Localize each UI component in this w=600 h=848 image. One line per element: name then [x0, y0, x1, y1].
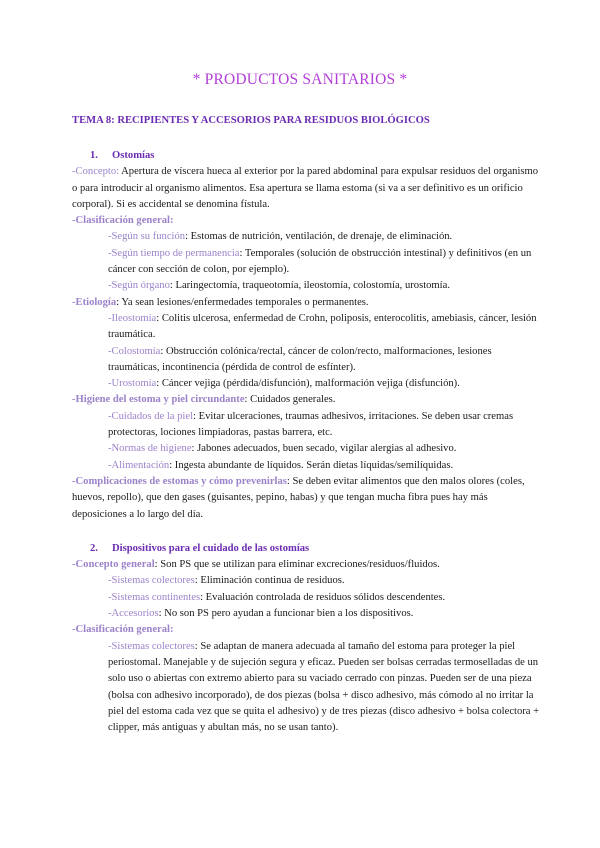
s1-complicaciones-label: -Complicaciones de estomas y cómo prevenirlas: [72, 475, 287, 487]
document-body: [72, 148, 542, 736]
s1-complicaciones-text: : Se deben evitar alimentos que den malos olores (coles, huevos, repollo), que den gases (guisantes, pepino, habas) y que tengan mucha fibra pues hay más deposiciones a lo largo del día.: [72, 475, 525, 520]
section-2-number: 2.: [90, 542, 98, 554]
topic-heading: TEMA 8: RECIPIENTES Y ACCESORIOS PARA RESIDUOS BIOLÓGICOS: [72, 115, 430, 126]
s1-clasif-item: [72, 246, 542, 279]
s2-concepto-item-label: -Sistemas continentes: [108, 591, 201, 603]
s2-concepto-text: : Son PS que se utilizan para eliminar excreciones/residuos/fluidos.: [154, 559, 440, 571]
s1-clasif-item-text: : Estomas de nutrición, ventilación, de drenaje, de eliminación.: [185, 231, 453, 243]
section-1-heading: [72, 148, 542, 164]
s2-clasificacion: [72, 622, 542, 638]
s2-concepto: [72, 557, 542, 573]
s1-higiene-item-text: : Ingesta abundante de líquidos. Serán dietas líquidas/semilíquidas.: [169, 459, 454, 471]
s1-etiologia-item-label: -Ileostomía: [108, 312, 157, 324]
s2-concepto-item-label: -Accesorios: [108, 608, 159, 620]
s1-clasificacion-label: -Clasificación general:: [72, 215, 174, 227]
s1-etiologia-item: [72, 311, 542, 344]
s2-clasif-item-text: : Se adaptan de manera adecuada al tamaño del estoma para proteger la piel periostomal. Manejable y de sujeción segura y eficaz. Pueden ser bolsas cerradas termoselladas de un solo uso o abiertas con extremo abierto para su vaciado cerrado con pinzas. Pueden ser de una pieza (bolsa con adhesivo incorporado), de dos piezas (bolsa + disco adhesivo, más cómodo al no irritar la piel del estoma cada vez que se quita el adhesivo) y de tres piezas (disco adhesivo + bolsa colectora + clipper, más antiguas y abultan más, no se usan tanto).: [108, 640, 540, 734]
s1-clasif-item-text: : Laringectomía, traqueotomía, ileostomía, colostomía, urostomía.: [169, 280, 450, 292]
s1-clasif-item-label: -Según su función: [108, 231, 186, 243]
s2-concepto-item-text: : Evaluación controlada de residuos sólidos descendentes.: [200, 591, 446, 603]
s1-higiene-item-label: -Alimentación: [108, 459, 170, 471]
s2-concepto-item-label: -Sistemas colectores: [108, 575, 195, 587]
page-title: * PRODUCTOS SANITARIOS *: [192, 71, 408, 88]
s1-clasif-item-label: -Según tiempo de permanencia: [108, 247, 240, 259]
s1-concepto-text: Apertura de víscera hueca al exterior por la pared abdominal para expulsar residuos del organismo o para introducir al organismo alimentos. Esa apertura se llama estoma (si va a ser definitivo es un orificio corporal). Si es accidental se denomina fístula.: [72, 166, 539, 210]
section-1-title: Ostomías: [112, 150, 155, 161]
s1-higiene-item: [72, 409, 542, 442]
s1-higiene-item: [72, 441, 542, 457]
s2-clasificacion-label: -Clasificación general:: [72, 624, 174, 636]
s1-complicaciones: [72, 474, 542, 523]
s1-clasif-item-text: : Temporales (solución de obstrucción intestinal) y definitivos (en un cáncer con sección de colon, por ejemplo).: [108, 247, 532, 276]
s1-concepto: [72, 164, 542, 213]
s1-etiologia-item-label: -Colostomía: [108, 345, 161, 357]
s1-clasif-item: [72, 229, 542, 245]
s1-higiene-item-label: -Normas de higiene: [108, 443, 192, 455]
s1-etiologia-item-text: : Obstrucción colónica/rectal, cáncer de colon/recto, malformaciones, lesiones traumáticas, incontinencia (pérdida de control de esfínter).: [108, 345, 492, 373]
s1-etiologia-item: [72, 344, 542, 377]
s1-etiologia-item: [72, 376, 542, 392]
s1-higiene-item-text: : Jabones adecuados, buen secado, vigilar alergias al adhesivo.: [191, 443, 457, 455]
section-2-title: Dispositivos para el cuidado de las ostomías: [112, 542, 310, 554]
s2-concepto-item-text: : Eliminación continua de residuos.: [194, 575, 345, 587]
s1-higiene-text: : Cuidados generales.: [244, 394, 336, 406]
s1-etiologia-item-text: : Colitis ulcerosa, enfermedad de Crohn, poliposis, enterocolitis, amebiasis, cáncer, lesión traumática.: [108, 312, 537, 341]
section-2-heading: [72, 541, 542, 557]
s1-higiene: [72, 392, 542, 408]
s1-clasif-item-label: -Según órgano: [108, 280, 170, 292]
s2-concepto-item: [72, 590, 542, 606]
s2-clasif-item-label: -Sistemas colectores: [108, 640, 195, 652]
s1-higiene-item-label: -Cuidados de la piel: [108, 410, 194, 422]
s1-clasif-item: [72, 278, 542, 294]
s2-concepto-item: [72, 573, 542, 589]
s1-etiologia-label: -Etiología: [72, 296, 117, 308]
s1-concepto-label: -Concepto:: [72, 166, 120, 178]
s2-clasif-item: [72, 639, 542, 737]
s1-etiologia-item-text: : Cáncer vejiga (pérdida/disfunción), malformación vejiga (disfunción).: [156, 378, 460, 390]
s1-etiologia: [72, 295, 542, 311]
s1-higiene-item: [72, 458, 542, 474]
s1-etiologia-item-label: -Urostomía: [108, 378, 157, 390]
s1-etiologia-text: : Ya sean lesiones/enfermedades temporales o permanentes.: [116, 296, 369, 308]
s1-clasificacion: [72, 213, 542, 229]
s1-higiene-item-text: : Evitar ulceraciones, traumas adhesivos, irritaciones. Se deben usar cremas protectoras, lociones limpiadoras, pastas barrera, etc.: [108, 410, 514, 439]
s2-concepto-label: -Concepto general: [72, 559, 155, 571]
s2-concepto-item-text: : No son PS pero ayudan a funcionar bien a los dispositivos.: [158, 608, 414, 620]
section-1-number: 1.: [90, 150, 98, 161]
s2-concepto-item: [72, 606, 542, 622]
s1-higiene-label: -Higiene del estoma y piel circundante: [72, 394, 245, 406]
